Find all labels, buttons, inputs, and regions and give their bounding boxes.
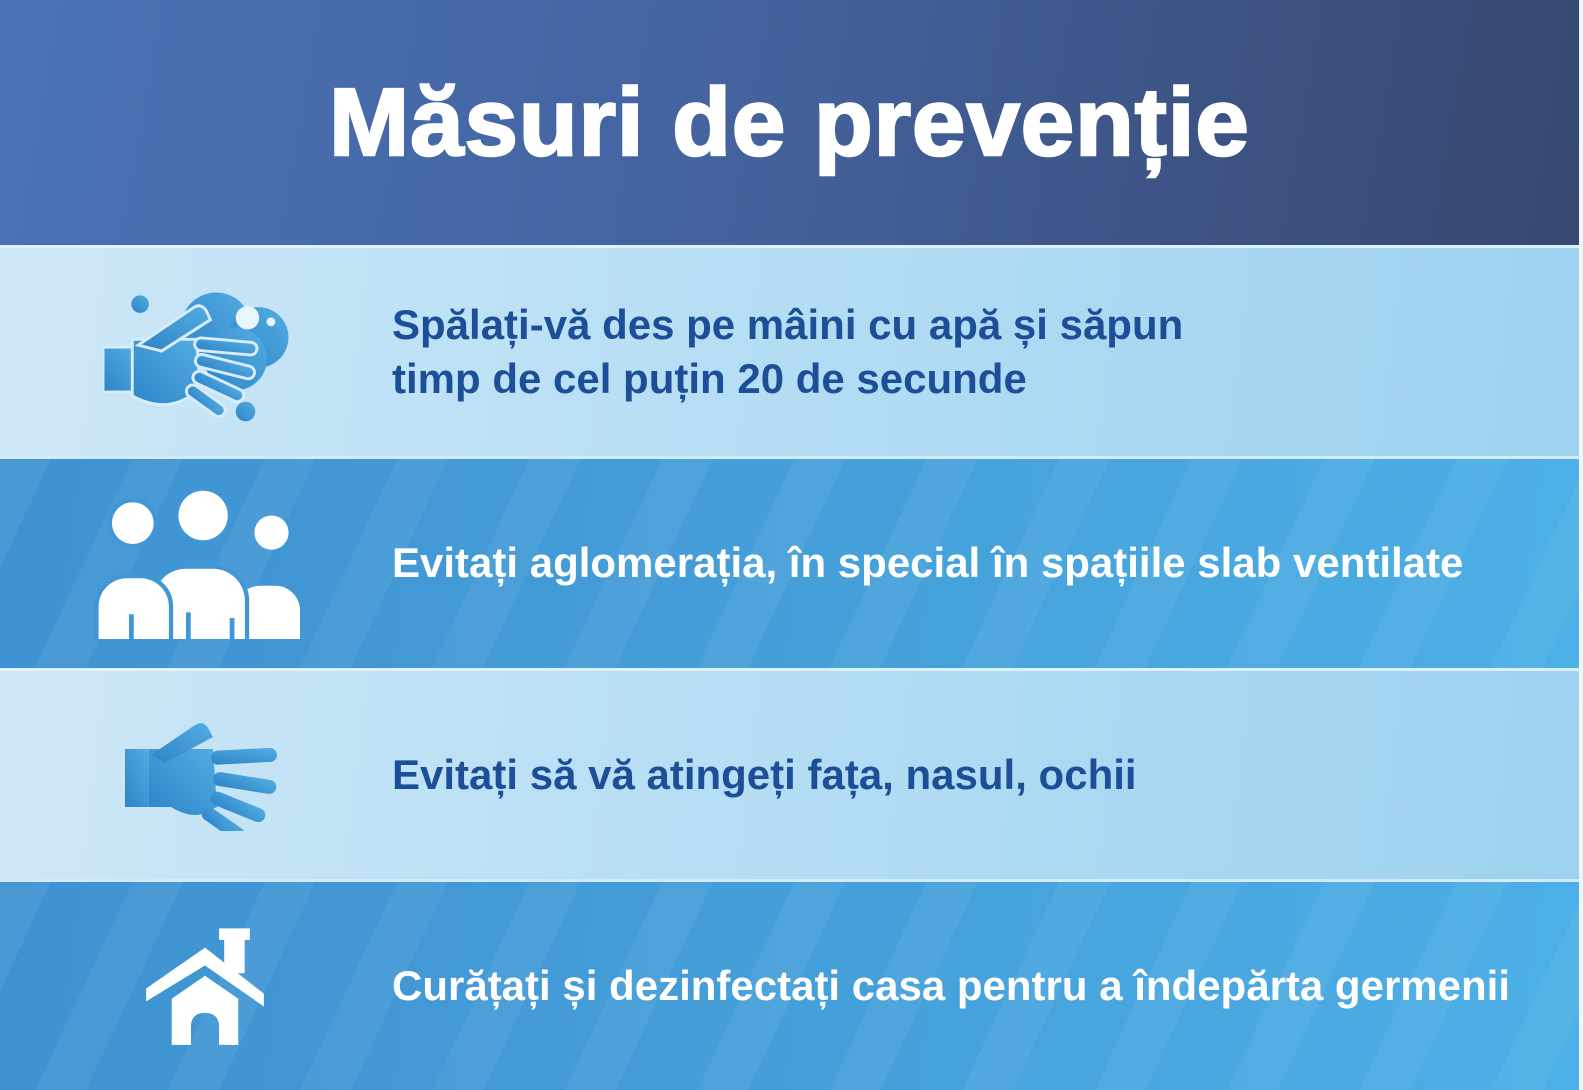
row-text-line: Spălați-vă des pe mâini cu apă și săpun: [392, 301, 1184, 349]
row-text-line: Evitați aglomerația, în special în spațiile slab ventilate: [392, 539, 1464, 587]
people-crowd-icon: [70, 487, 340, 639]
row-text: [392, 536, 1463, 590]
row-clean-house: [0, 879, 1579, 1090]
hand-washing-icon: [70, 278, 340, 426]
row-avoid-crowds: [0, 456, 1579, 667]
header-banner: [0, 0, 1579, 245]
hand-icon: [70, 719, 340, 831]
row-text-line: timp de cel puțin 20 de secunde: [392, 355, 1027, 403]
row-text-line: Evitați să vă atingeți fața, nasul, ochii: [392, 750, 1137, 798]
row-wash-hands: [0, 245, 1579, 456]
row-text: [392, 748, 1137, 802]
row-avoid-touching-face: [0, 668, 1579, 879]
row-text-line: Curățați și dezinfectați casa pentru a îndepărta germenii: [392, 961, 1510, 1009]
row-text: [392, 298, 1183, 406]
house-icon: [70, 922, 340, 1050]
page-title: Măsuri de prevenție: [329, 68, 1250, 176]
row-text: [392, 959, 1510, 1013]
